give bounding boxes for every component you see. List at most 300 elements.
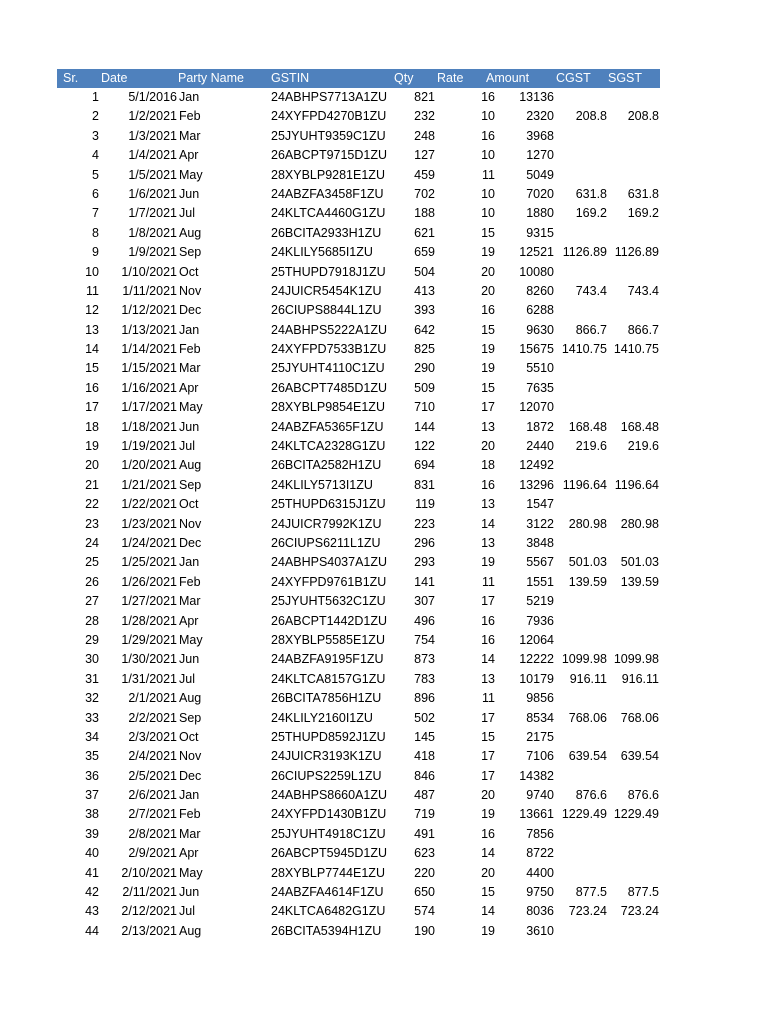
cell-cgst: 743.4	[575, 283, 607, 298]
table-row	[57, 359, 660, 378]
cell-rate: 16	[481, 303, 495, 318]
cell-rate: 15	[481, 380, 495, 395]
table-row	[57, 709, 660, 728]
cell-amount: 13136	[519, 90, 554, 104]
cell-date: 1/11/2021	[122, 283, 177, 298]
table-row	[57, 650, 660, 669]
cell-date: 1/22/2021	[121, 497, 177, 512]
cell-gstin: 24JUICR3193K1ZU	[271, 749, 382, 764]
cell-party: Jan	[179, 788, 200, 803]
cell-qty: 220	[414, 865, 435, 880]
cell-sr: 42	[85, 885, 99, 900]
cell-rate: 18	[481, 458, 495, 473]
cell-qty: 248	[414, 128, 435, 143]
cell-amount: 1880	[526, 206, 554, 221]
cell-qty: 232	[414, 109, 435, 124]
cell-qty: 821	[414, 90, 435, 104]
cell-sgst: 501.03	[620, 555, 659, 570]
cell-qty: 418	[414, 749, 435, 764]
cell-rate: 20	[481, 788, 495, 803]
cell-rate: 17	[481, 710, 495, 725]
cell-date: 1/30/2021	[121, 652, 177, 667]
cell-sr: 5	[92, 167, 99, 182]
cell-qty: 188	[414, 206, 435, 221]
cell-amount: 9750	[526, 885, 554, 900]
cell-sr: 43	[85, 904, 99, 919]
cell-rate: 17	[481, 768, 495, 783]
cell-date: 1/15/2021	[121, 361, 177, 376]
cell-rate: 17	[481, 594, 495, 609]
cell-gstin: 25JYUHT5632C1ZU	[271, 594, 386, 609]
cell-date: 1/19/2021	[121, 439, 177, 454]
cell-cgst: 1126.89	[562, 245, 607, 260]
cell-gstin: 24ABHPS7713A1ZU	[271, 90, 388, 104]
cell-sgst: 877.5	[627, 885, 659, 900]
cell-sr: 39	[85, 826, 99, 841]
cell-sr: 13	[85, 322, 99, 337]
cell-date: 1/23/2021	[121, 516, 177, 531]
cell-qty: 896	[414, 691, 435, 706]
cell-qty: 496	[414, 613, 435, 628]
table-row	[57, 146, 660, 165]
header-qty: Qty	[394, 71, 414, 85]
cell-sr: 2	[92, 109, 99, 124]
cell-gstin: 25JYUHT4918C1ZU	[271, 826, 386, 841]
cell-party: Nov	[179, 283, 202, 298]
cell-rate: 13	[481, 671, 495, 686]
table-row	[57, 515, 660, 534]
cell-sr: 28	[85, 613, 99, 628]
cell-sgst: 916.11	[621, 671, 659, 686]
cell-amount: 13661	[519, 807, 554, 822]
cell-qty: 502	[414, 710, 435, 725]
cell-sr: 44	[85, 923, 99, 938]
table-row	[57, 592, 660, 611]
cell-cgst: 639.54	[568, 749, 607, 764]
cell-qty: 873	[414, 652, 435, 667]
cell-qty: 491	[414, 826, 435, 841]
cell-party: Aug	[179, 458, 202, 473]
cell-amount: 3610	[526, 923, 554, 938]
cell-gstin: 24ABZFA5365F1ZU	[271, 419, 384, 434]
table-row	[57, 922, 660, 941]
cell-sr: 23	[85, 516, 99, 531]
cell-gstin: 24KLTCA8157G1ZU	[271, 671, 386, 686]
cell-date: 2/11/2021	[122, 885, 177, 900]
cell-amount: 8260	[526, 283, 554, 298]
header-gstin: GSTIN	[271, 71, 310, 85]
cell-qty: 831	[414, 477, 435, 492]
cell-qty: 754	[414, 632, 435, 647]
cell-gstin: 25THUPD8592J1ZU	[271, 729, 386, 744]
cell-party: Oct	[179, 264, 199, 279]
cell-qty: 293	[414, 555, 435, 570]
cell-gstin: 24ABHPS5222A1ZU	[271, 322, 388, 337]
table-row	[57, 902, 660, 921]
cell-qty: 846	[414, 768, 435, 783]
cell-rate: 15	[481, 729, 495, 744]
cell-date: 1/18/2021	[121, 419, 177, 434]
cell-gstin: 26ABCPT7485D1ZU	[271, 380, 388, 395]
cell-gstin: 28XYBLP9854E1ZU	[271, 400, 385, 415]
cell-rate: 19	[481, 342, 495, 357]
cell-qty: 145	[414, 729, 435, 744]
header-sr: Sr.	[63, 71, 79, 85]
table-row	[57, 747, 660, 766]
table-row	[57, 495, 660, 514]
cell-gstin: 24KLTCA6482G1ZU	[271, 904, 386, 919]
cell-sr: 4	[92, 148, 99, 163]
cell-date: 2/8/2021	[128, 826, 177, 841]
cell-date: 1/10/2021	[121, 264, 177, 279]
cell-qty: 659	[414, 245, 435, 260]
cell-amount: 8036	[526, 904, 554, 919]
cell-party: Apr	[179, 846, 199, 861]
cell-amount: 6288	[526, 303, 554, 318]
cell-sr: 27	[85, 594, 99, 609]
cell-gstin: 24XYFPD4270B1ZU	[271, 109, 387, 124]
cell-gstin: 26ABCPT9715D1ZU	[271, 148, 388, 163]
cell-amount: 12070	[519, 400, 554, 415]
table-row	[57, 282, 660, 301]
cell-date: 2/7/2021	[128, 807, 177, 822]
cell-amount: 7106	[526, 749, 554, 764]
cell-qty: 307	[414, 594, 435, 609]
cell-date: 1/9/2021	[128, 245, 177, 260]
cell-party: Apr	[179, 380, 199, 395]
cell-party: Dec	[179, 303, 202, 318]
cell-party: Dec	[179, 768, 202, 783]
cell-rate: 11	[482, 574, 495, 589]
table-row	[57, 224, 660, 243]
cell-party: Nov	[179, 749, 202, 764]
table-row	[57, 573, 660, 592]
cell-gstin: 24ABZFA3458F1ZU	[271, 186, 384, 201]
table-row	[57, 805, 660, 824]
cell-date: 2/4/2021	[128, 749, 177, 764]
cell-qty: 504	[414, 264, 435, 279]
cell-party: Jun	[179, 652, 200, 667]
cell-party: Jun	[179, 186, 200, 201]
cell-cgst: 1229.49	[561, 807, 607, 822]
cell-party: Sep	[179, 245, 202, 260]
cell-sr: 32	[85, 691, 99, 706]
cell-qty: 122	[414, 439, 435, 454]
cell-party: Oct	[179, 729, 199, 744]
cell-sr: 1	[92, 90, 99, 104]
cell-party: Aug	[179, 691, 202, 706]
table-header-row	[57, 69, 660, 88]
cell-party: Jul	[179, 439, 195, 454]
cell-sgst: 219.6	[627, 439, 659, 454]
table-row	[57, 418, 660, 437]
cell-party: May	[179, 167, 203, 182]
table-row	[57, 398, 660, 417]
cell-rate: 19	[481, 245, 495, 260]
cell-cgst: 501.03	[568, 555, 607, 570]
cell-party: Jul	[179, 206, 195, 221]
cell-sr: 21	[85, 477, 99, 492]
cell-party: Jan	[179, 322, 200, 337]
cell-date: 1/16/2021	[121, 380, 177, 395]
cell-sgst: 631.8	[627, 186, 659, 201]
cell-date: 1/24/2021	[121, 535, 177, 550]
table-row	[57, 786, 660, 805]
table-row	[57, 476, 660, 495]
cell-qty: 413	[414, 283, 435, 298]
table-row	[57, 166, 660, 185]
cell-rate: 15	[481, 225, 495, 240]
cell-gstin: 25JYUHT4110C1ZU	[271, 361, 385, 376]
cell-rate: 10	[481, 109, 495, 124]
cell-date: 2/1/2021	[128, 691, 177, 706]
cell-qty: 393	[414, 303, 435, 318]
cell-gstin: 24JUICR5454K1ZU	[271, 283, 382, 298]
cell-party: Jun	[179, 419, 200, 434]
cell-amount: 9740	[526, 788, 554, 803]
cell-amount: 9315	[526, 225, 554, 240]
cell-sr: 15	[85, 361, 99, 376]
cell-cgst: 1099.98	[561, 652, 607, 667]
header-rate: Rate	[437, 71, 464, 85]
cell-qty: 141	[414, 574, 435, 589]
cell-sr: 34	[85, 729, 99, 744]
cell-sgst: 208.8	[627, 109, 659, 124]
cell-rate: 15	[481, 322, 495, 337]
cell-rate: 20	[481, 865, 495, 880]
cell-sgst: 1196.64	[614, 477, 659, 492]
cell-sr: 38	[85, 807, 99, 822]
cell-qty: 719	[414, 807, 435, 822]
cell-gstin: 24XYFPD1430B1ZU	[271, 807, 387, 822]
cell-date: 1/25/2021	[121, 555, 177, 570]
cell-gstin: 26CIUPS2259L1ZU	[271, 768, 382, 783]
cell-sgst: 280.98	[620, 516, 659, 531]
cell-gstin: 26BCITA2582H1ZU	[271, 458, 382, 473]
cell-gstin: 25THUPD6315J1ZU	[271, 497, 386, 512]
cell-gstin: 24KLILY5713I1ZU	[271, 477, 373, 492]
table-row	[57, 437, 660, 456]
cell-amount: 14382	[519, 768, 554, 783]
cell-party: Sep	[179, 710, 202, 725]
cell-sr: 10	[85, 264, 99, 279]
cell-rate: 13	[481, 535, 495, 550]
cell-qty: 459	[414, 167, 435, 182]
cell-qty: 642	[414, 322, 435, 337]
cell-sgst: 876.6	[627, 788, 659, 803]
header-sgst: SGST	[608, 71, 643, 85]
cell-rate: 11	[482, 691, 495, 706]
cell-sgst: 1410.75	[613, 342, 659, 357]
cell-qty: 223	[414, 516, 435, 531]
cell-qty: 144	[414, 419, 435, 434]
table-row	[57, 379, 660, 398]
cell-amount: 7020	[526, 186, 554, 201]
cell-gstin: 26CIUPS8844L1ZU	[271, 303, 382, 318]
cell-date: 1/21/2021	[121, 477, 177, 492]
cell-qty: 621	[414, 225, 435, 240]
header-date: Date	[101, 71, 128, 85]
cell-amount: 2320	[526, 109, 554, 124]
cell-amount: 7635	[526, 380, 554, 395]
table-row	[57, 456, 660, 475]
table-body	[57, 88, 660, 941]
cell-amount: 3968	[526, 128, 554, 143]
cell-sr: 22	[85, 497, 99, 512]
cell-amount: 13296	[519, 477, 554, 492]
cell-sr: 26	[85, 574, 99, 589]
cell-party: Jan	[179, 90, 200, 104]
cell-rate: 10	[481, 148, 495, 163]
cell-date: 1/29/2021	[121, 632, 177, 647]
cell-party: Jul	[179, 671, 195, 686]
cell-sgst: 169.2	[627, 206, 659, 221]
cell-qty: 190	[414, 923, 435, 938]
cell-sr: 29	[85, 632, 99, 647]
cell-sr: 25	[85, 555, 99, 570]
cell-gstin: 28XYBLP7744E1ZU	[271, 865, 385, 880]
cell-sr: 36	[85, 768, 99, 783]
cell-party: Aug	[179, 923, 202, 938]
cell-rate: 16	[481, 90, 495, 104]
cell-rate: 16	[481, 826, 495, 841]
cell-date: 1/14/2021	[121, 342, 177, 357]
cell-amount: 12064	[519, 632, 554, 647]
cell-qty: 783	[414, 671, 435, 686]
cell-sr: 18	[85, 419, 99, 434]
cell-date: 1/20/2021	[121, 458, 177, 473]
cell-gstin: 24ABZFA9195F1ZU	[271, 652, 384, 667]
cell-gstin: 26ABCPT5945D1ZU	[271, 846, 388, 861]
cell-date: 1/4/2021	[128, 148, 177, 163]
cell-cgst: 866.7	[575, 322, 607, 337]
cell-party: Jan	[179, 555, 200, 570]
table-row	[57, 825, 660, 844]
header-cgst: CGST	[556, 71, 591, 85]
cell-rate: 13	[481, 419, 495, 434]
cell-date: 2/3/2021	[128, 729, 177, 744]
cell-cgst: 280.98	[568, 516, 607, 531]
table-row	[57, 301, 660, 320]
table-row	[57, 883, 660, 902]
cell-date: 2/10/2021	[121, 865, 177, 880]
table-row	[57, 204, 660, 223]
cell-sgst: 866.7	[627, 322, 659, 337]
cell-sr: 16	[85, 380, 99, 395]
cell-qty: 702	[414, 186, 435, 201]
table-row	[57, 321, 660, 340]
cell-gstin: 28XYBLP9281E1ZU	[271, 167, 385, 182]
cell-qty: 650	[414, 885, 435, 900]
cell-party: May	[179, 400, 203, 415]
cell-sgst: 1099.98	[613, 652, 659, 667]
cell-qty: 509	[414, 380, 435, 395]
cell-party: Feb	[179, 574, 201, 589]
cell-sgst: 723.24	[620, 904, 659, 919]
cell-qty: 710	[414, 400, 435, 415]
table-row	[57, 689, 660, 708]
cell-date: 1/3/2021	[128, 128, 177, 143]
cell-cgst: 219.6	[575, 439, 607, 454]
cell-rate: 19	[481, 923, 495, 938]
cell-cgst: 877.5	[575, 885, 607, 900]
table-row	[57, 263, 660, 282]
cell-party: Mar	[179, 361, 201, 376]
table-row	[57, 243, 660, 262]
cell-qty: 623	[414, 846, 435, 861]
cell-sr: 40	[85, 846, 99, 861]
cell-gstin: 24ABHPS8660A1ZU	[271, 788, 388, 803]
cell-qty: 296	[414, 535, 435, 550]
cell-party: May	[179, 865, 203, 880]
cell-amount: 7936	[526, 613, 554, 628]
cell-cgst: 768.06	[568, 710, 607, 725]
cell-gstin: 24XYFPD7533B1ZU	[271, 342, 387, 357]
cell-rate: 20	[481, 264, 495, 279]
cell-gstin: 24ABHPS4037A1ZU	[271, 555, 388, 570]
cell-amount: 1547	[526, 497, 554, 512]
cell-amount: 5219	[526, 594, 554, 609]
cell-sr: 33	[85, 710, 99, 725]
cell-sgst: 1126.89	[614, 245, 659, 260]
cell-qty: 694	[414, 458, 435, 473]
cell-date: 1/2/2021	[128, 109, 177, 124]
cell-gstin: 25THUPD7918J1ZU	[271, 264, 386, 279]
cell-qty: 825	[414, 342, 435, 357]
cell-gstin: 28XYBLP5585E1ZU	[271, 632, 385, 647]
cell-date: 1/17/2021	[121, 400, 177, 415]
header-party: Party Name	[178, 71, 244, 85]
cell-rate: 10	[481, 206, 495, 221]
cell-rate: 14	[481, 516, 495, 531]
cell-amount: 1872	[526, 419, 554, 434]
cell-sr: 24	[85, 535, 99, 550]
cell-sr: 3	[92, 128, 99, 143]
table-row	[57, 612, 660, 631]
cell-rate: 14	[481, 846, 495, 861]
cell-amount: 5510	[526, 361, 554, 376]
cell-date: 1/6/2021	[128, 186, 177, 201]
cell-date: 1/12/2021	[121, 303, 177, 318]
cell-gstin: 24XYFPD9761B1ZU	[271, 574, 387, 589]
cell-gstin: 26BCITA2933H1ZU	[271, 225, 382, 240]
cell-amount: 1270	[526, 148, 554, 163]
table-row	[57, 670, 660, 689]
cell-gstin: 24ABZFA4614F1ZU	[271, 885, 384, 900]
table-row	[57, 340, 660, 359]
cell-cgst: 1410.75	[561, 342, 607, 357]
cell-date: 2/13/2021	[121, 923, 177, 938]
cell-party: Feb	[179, 342, 201, 357]
cell-party: Apr	[179, 613, 199, 628]
cell-amount: 2440	[526, 439, 554, 454]
cell-sgst: 768.06	[620, 710, 659, 725]
cell-cgst: 1196.64	[562, 477, 607, 492]
cell-sgst: 743.4	[627, 283, 659, 298]
cell-amount: 12222	[519, 652, 554, 667]
cell-party: Aug	[179, 225, 202, 240]
cell-qty: 487	[414, 788, 435, 803]
cell-gstin: 25JYUHT9359C1ZU	[271, 128, 386, 143]
cell-qty: 119	[415, 497, 435, 512]
header-amount: Amount	[486, 71, 530, 85]
cell-qty: 574	[414, 904, 435, 919]
cell-date: 1/28/2021	[121, 613, 177, 628]
table-row	[57, 88, 660, 107]
table-row	[57, 631, 660, 650]
cell-rate: 14	[481, 904, 495, 919]
cell-sr: 9	[92, 245, 99, 260]
